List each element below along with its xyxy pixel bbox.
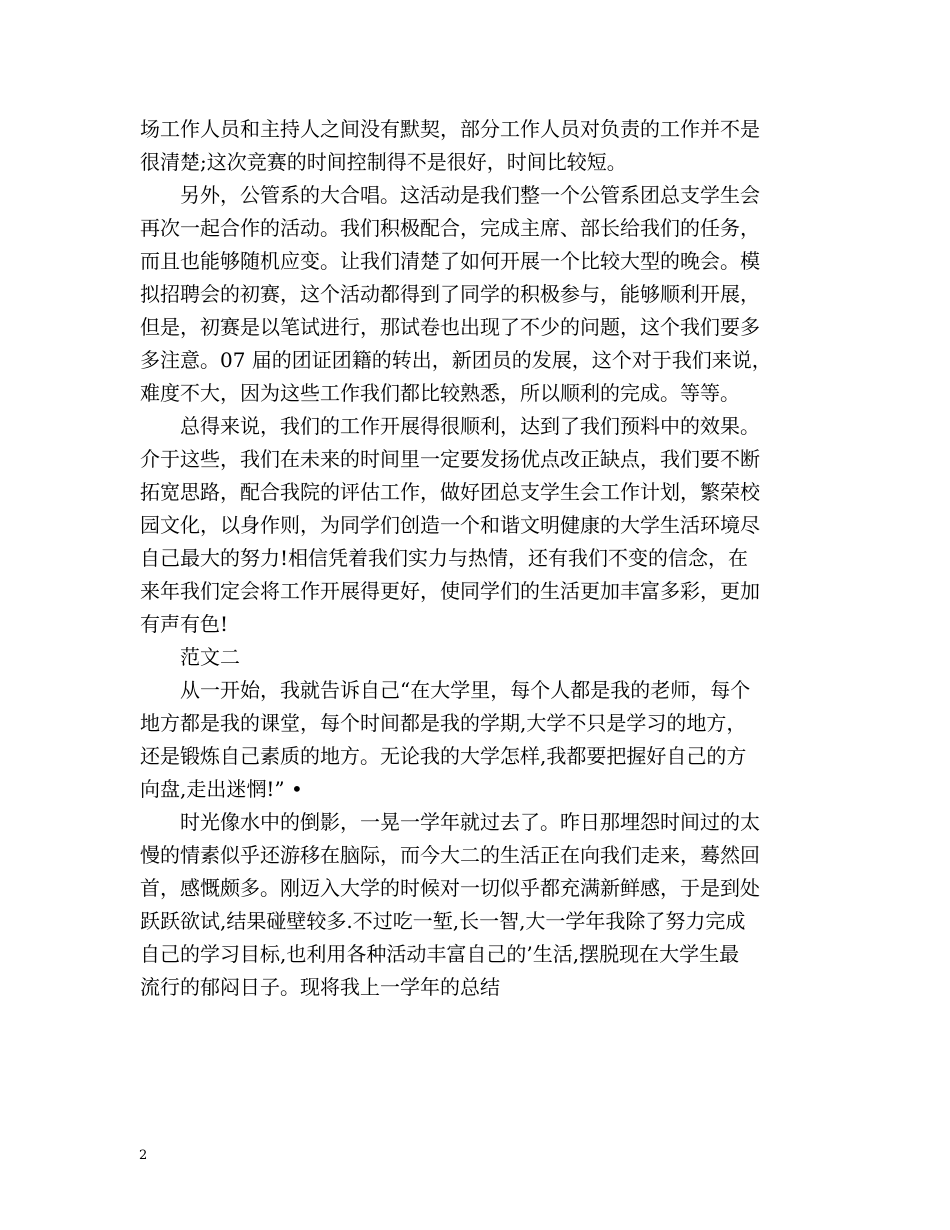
text-line: 园文化，以身作则，为同学们创造一个和谐文明健康的大学生活环境尽 xyxy=(140,513,760,537)
text-line: 还是锻炼自己素质的地方。无论我的大学怎样,我都要把握好自己的方 xyxy=(140,744,747,768)
document-body xyxy=(140,113,820,1004)
text-line: 时光像水中的倒影，一晃一学年就过去了。昨日那埋怨时间过的太 xyxy=(180,810,760,834)
page-number: 2 xyxy=(139,1148,148,1163)
text-line: 多注意。07 届的团证团籍的转出，新团员的发展，这个对于我们来说， xyxy=(140,348,772,372)
paragraph-quote xyxy=(140,674,820,806)
text-line: 很清楚;这次竞赛的时间控制得不是很好，时间比较短。 xyxy=(140,150,627,174)
text-line: 有声有色! xyxy=(140,612,229,636)
text-line: 首，感慨颇多。刚迈入大学的时候对一切似乎都充满新鲜感，于是到处 xyxy=(140,876,760,900)
text-line: 再次一起合作的活动。我们积极配合，完成主席、部长给我们的任务， xyxy=(140,216,760,240)
text-line: 另外，公管系的大合唱。这活动是我们整一个公管系团总支学生会 xyxy=(180,183,760,207)
text-line: 向盘,走出迷惘!” • xyxy=(140,777,303,801)
text-line: 拓宽思路，配合我院的评估工作，做好团总支学生会工作计划，繁荣校 xyxy=(140,480,760,504)
text-line: 而且也能够随机应变。让我们清楚了如何开展一个比较大型的晚会。模 xyxy=(140,249,760,273)
paragraph-reflection xyxy=(140,806,820,1004)
text-line: 自己的学习目标,也利用各种活动丰富自己的’生活,摆脱现在大学生最 xyxy=(140,942,740,966)
text-line: 场工作人员和主持人之间没有默契，部分工作人员对负责的工作并不是 xyxy=(140,117,760,141)
text-line: 但是，初赛是以笔试进行，那试卷也出现了不少的问题，这个我们要多 xyxy=(140,315,760,339)
paragraph-continuation xyxy=(140,113,820,179)
text-line: 从一开始，我就告诉自己“在大学里，每个人都是我的老师，每个 xyxy=(180,678,751,702)
section-heading-sample-two xyxy=(140,641,820,674)
paragraph-chorus xyxy=(140,179,820,410)
text-line: 来年我们定会将工作开展得更好，使同学们的生活更加丰富多彩，更加 xyxy=(140,579,760,603)
text-line: 介于这些，我们在未来的时间里一定要发扬优点改正缺点，我们要不断 xyxy=(140,447,760,471)
text-line: 总得来说，我们的工作开展得很顺利，达到了我们预料中的效果。 xyxy=(180,414,760,438)
text-line: 难度不大，因为这些工作我们都比较熟悉，所以顺利的完成。等等。 xyxy=(140,381,740,405)
text-line: 拟招聘会的初赛，这个活动都得到了同学的积极参与，能够顺利开展， xyxy=(140,282,760,306)
paragraph-summary xyxy=(140,410,820,641)
text-line: 流行的郁闷日子。现将我上一学年的总结 xyxy=(140,975,500,999)
text-line: 跃跃欲试,结果碰壁较多.不过吃一堑,长一智,大一学年我除了努力完成 xyxy=(140,909,746,933)
text-line: 自己最大的努力!相信凭着我们实力与热情，还有我们不变的信念，在 xyxy=(140,546,749,570)
text-line: 慢的情素似乎还游移在脑际，而今大二的生活正在向我们走来，蓦然回 xyxy=(140,843,760,867)
text-line: 地方都是我的课堂，每个时间都是我的学期,大学不只是学习的地方， xyxy=(140,711,747,735)
text-line: 范文二 xyxy=(180,645,240,669)
